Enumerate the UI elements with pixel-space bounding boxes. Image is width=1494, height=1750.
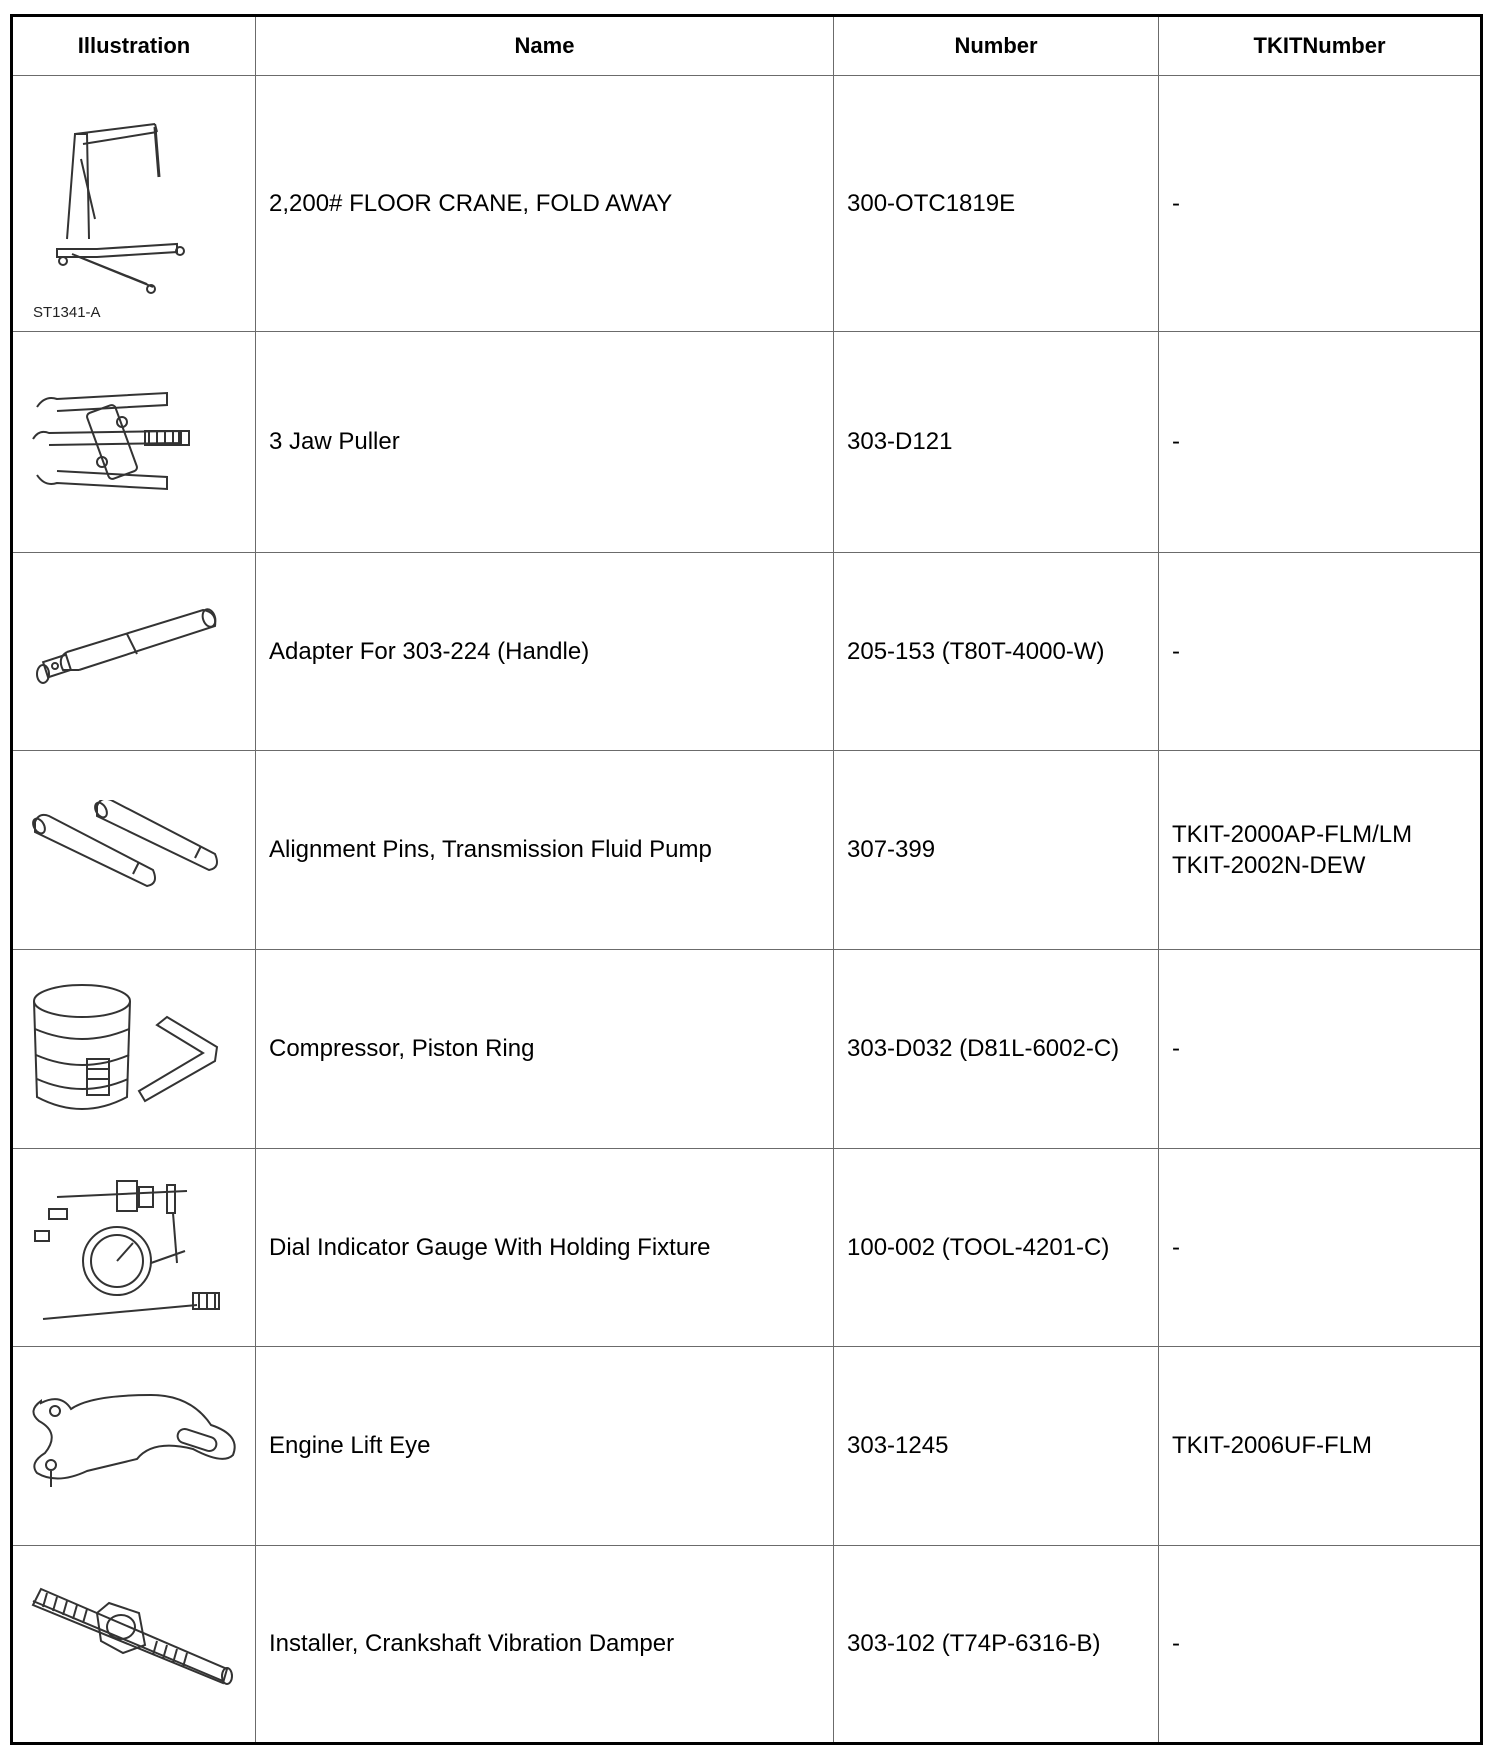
illustration-cell: [12, 76, 256, 332]
tkit-number: -: [1159, 76, 1482, 332]
figure-label: ST1341-A: [33, 303, 101, 319]
tkit-number: -: [1159, 950, 1482, 1149]
table-row: [12, 553, 1482, 751]
tool-number: 205-153 (T80T-4000-W): [834, 553, 1159, 751]
tool-name: Alignment Pins, Transmission Fluid Pump: [256, 751, 834, 950]
tool-name: Installer, Crankshaft Vibration Damper: [256, 1546, 834, 1744]
piston-ring-compressor-icon: [27, 979, 227, 1119]
tool-number: 303-1245: [834, 1347, 1159, 1546]
table-row: [12, 751, 1482, 950]
table-row: [12, 950, 1482, 1149]
tool-name: Engine Lift Eye: [256, 1347, 834, 1546]
tkit-number: TKIT-2006UF-FLM: [1159, 1347, 1482, 1546]
tkit-number-line: TKIT-2002N-DEW: [1172, 852, 1366, 879]
illustration-cell: [12, 1546, 256, 1744]
tkit-number: -: [1159, 1546, 1482, 1744]
special-tools-table: [10, 14, 1483, 1745]
illustration-cell: [12, 950, 256, 1149]
floor-crane-icon: [27, 89, 227, 319]
damper-installer-icon: [27, 1579, 237, 1709]
header-illustration: Illustration: [12, 16, 256, 76]
tool-number: 303-102 (T74P-6316-B): [834, 1546, 1159, 1744]
tool-number: 303-D032 (D81L-6002-C): [834, 950, 1159, 1149]
illustration-cell: [12, 332, 256, 553]
tool-number: 303-D121: [834, 332, 1159, 553]
tool-name: Dial Indicator Gauge With Holding Fixture: [256, 1149, 834, 1347]
tool-name: Compressor, Piston Ring: [256, 950, 834, 1149]
table-row: [12, 1149, 1482, 1347]
handle-adapter-icon: [27, 602, 227, 702]
illustration-cell: [12, 751, 256, 950]
tool-number: 307-399: [834, 751, 1159, 950]
tkit-number: -: [1159, 553, 1482, 751]
engine-lift-eye-icon: [27, 1391, 237, 1501]
table-header-row: [12, 16, 1482, 76]
illustration-cell: [12, 553, 256, 751]
dial-indicator-icon: [27, 1173, 237, 1323]
tool-name: Adapter For 303-224 (Handle): [256, 553, 834, 751]
table-row: [12, 332, 1482, 553]
table-row: [12, 1347, 1482, 1546]
header-tkit-number: TKITNumber: [1159, 16, 1482, 76]
tkit-number: [1159, 751, 1482, 950]
jaw-puller-icon: [27, 387, 207, 497]
alignment-pins-icon: [27, 800, 227, 900]
header-name: Name: [256, 16, 834, 76]
illustration-cell: [12, 1149, 256, 1347]
table-row: [12, 1546, 1482, 1744]
tool-number: 300-OTC1819E: [834, 76, 1159, 332]
tool-number: 100-002 (TOOL-4201-C): [834, 1149, 1159, 1347]
table-row: [12, 76, 1482, 332]
tkit-number-line: TKIT-2000AP-FLM/LM: [1172, 821, 1413, 848]
tkit-number: -: [1159, 1149, 1482, 1347]
header-number: Number: [834, 16, 1159, 76]
tkit-number: -: [1159, 332, 1482, 553]
tool-name: 2,200# FLOOR CRANE, FOLD AWAY: [256, 76, 834, 332]
illustration-cell: [12, 1347, 256, 1546]
tool-name: 3 Jaw Puller: [256, 332, 834, 553]
